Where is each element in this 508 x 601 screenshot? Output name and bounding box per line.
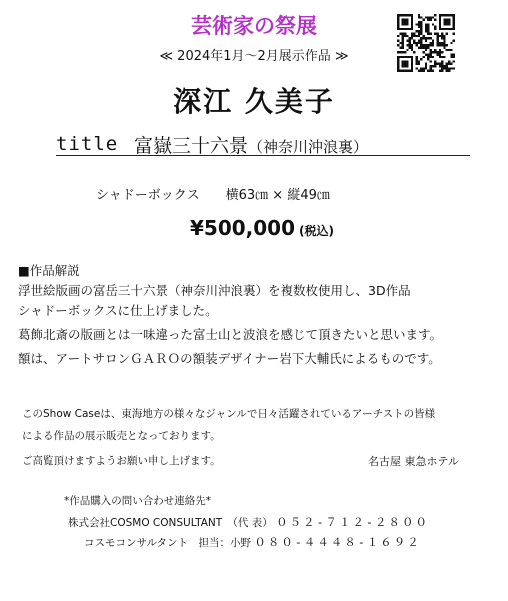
qr-code-icon [397,14,455,72]
contact-company: 株式会社COSMO CONSULTANT （代 表） [68,517,273,529]
exhibit-period: ≪ 2024年1月～2月展示作品 ≫ [159,49,349,64]
tax-note: (税込) [299,224,334,238]
contact-company-row [68,514,429,530]
artist-name: 深江 久美子 [173,85,335,118]
contact-person-row [84,534,421,550]
title-label: title [56,133,119,155]
price-row [190,216,334,240]
work-medium: シャドーボックス [96,188,200,203]
work-title [134,131,368,158]
mobile-phone: ０８０-４４４８-１６９２ [254,535,421,549]
notice-line: ご高覧頂けますようお願い申し上げます。 [22,455,221,467]
contact-person: コスモコンサルタント 担当：小野 [84,537,252,549]
description-heading: ■作品解説 [18,263,80,278]
venue-name: 名古屋 東急ホテル [368,455,459,468]
description-line: 葛飾北斎の版画とは一味違った富士山と波浪を感じて頂きたいと思います。 [18,327,443,342]
work-price: ¥500,000 [190,216,296,240]
work-subtitle: （神奈川沖浪裏） [248,138,369,156]
company-phone: ０５２-７１２-２８００ [276,515,429,529]
medium-row [96,184,330,203]
description-line: シャドーボックスに仕上げました。 [18,303,218,318]
description-line: 浮世絵版画の富岳三十六景（神奈川沖浪裏）を複数枚使用し、3D作品 [18,283,411,298]
work-title-main: 富嶽三十六景 [134,135,249,157]
notice-line: このShow Caseは、東海地方の様々なジャンルで日々活躍されているアーチストの皆様 [22,408,436,420]
contact-heading: *作品購入の問い合わせ連絡先* [64,495,211,507]
notice-line: による作品の展示販売となっております。 [22,430,221,442]
work-title-row [56,131,470,156]
description-line: 額は、アートサロンＧＡＲＯの額装デザイナー岩下大輔氏によるものです。 [18,351,441,366]
event-title: 芸術家の祭展 [191,14,317,38]
work-size: 横63㎝ × 縦49㎝ [225,188,330,203]
